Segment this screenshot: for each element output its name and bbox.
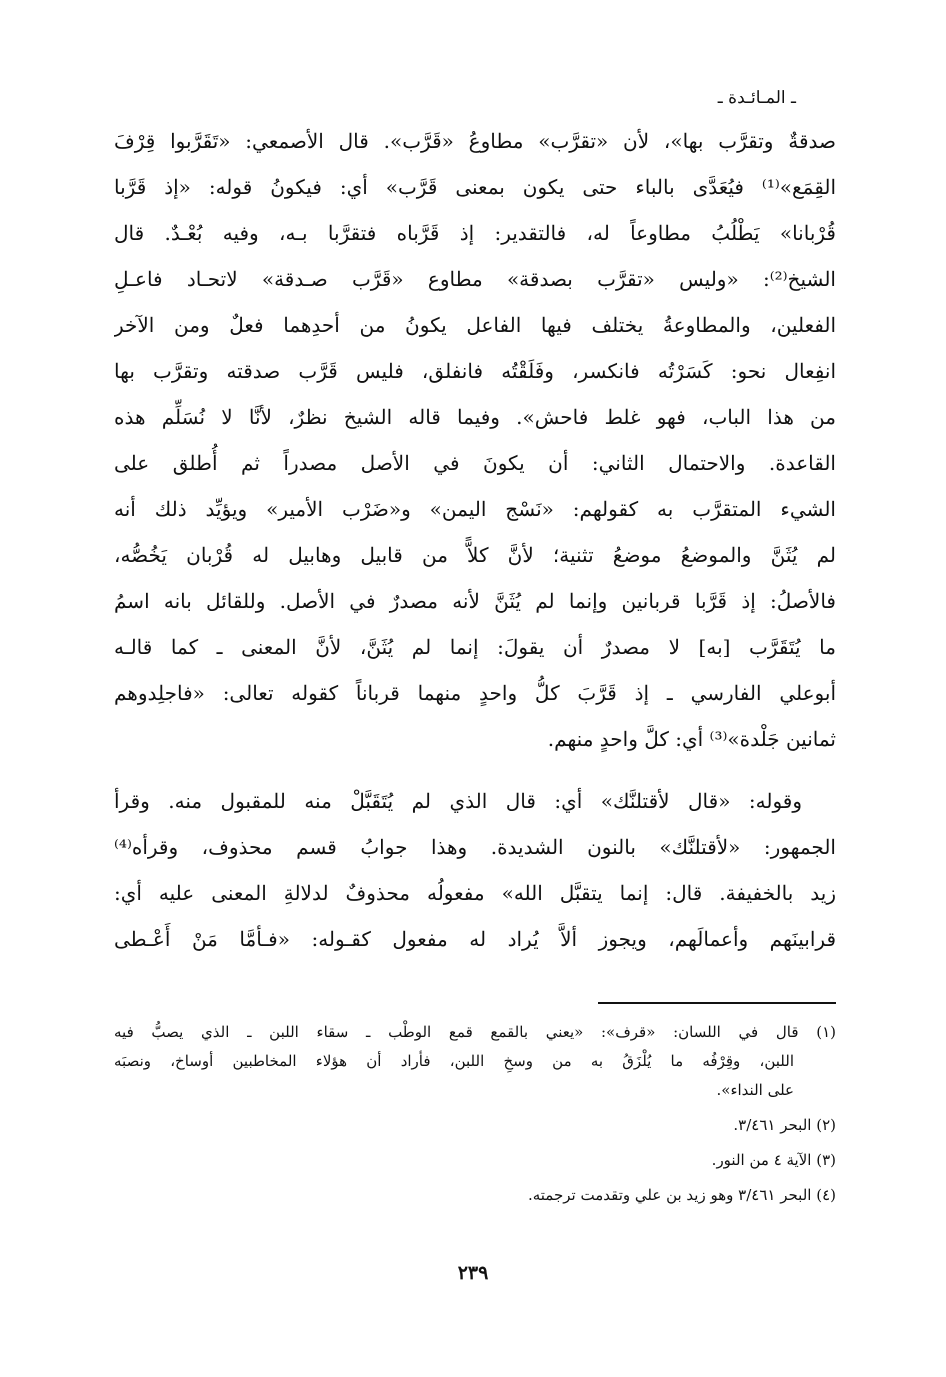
text-line: من هذا الباب، فهو غلط فاحش». وفيما قاله الشيخ نظرٌ، لأنَّا لا نُسَلِّم هذه <box>114 405 836 429</box>
footnote-line: اللبن، وقِرْفُه ما يُلْزَقُ به من وسخِ اللبن، فأراد أن هؤلاء المخاطبين أوساخ، ونصبَه <box>114 1052 794 1070</box>
footnote-line: (٣) الآية ٤ من النور. <box>711 1151 836 1169</box>
footnote-line: (١) قال في اللسان: «قرف»: «يعني بالقمع قمع الوطْب ـ سقاء اللبن ـ الذي يصبُّ فيه <box>114 1023 836 1041</box>
text-line: زيد بالخفيفة. قال: إنما يتقبَّل الله» مفعولُه محذوفٌ لدلالةِ المعنى عليه أي: <box>114 881 836 905</box>
footnote-4 <box>114 1181 836 1210</box>
footnote-separator <box>598 1002 836 1004</box>
text-line: قرابينَهم وأعمالَهم، ويجوز ألاَّ يُراد له مفعول كقـوله: «فـأمَّا مَنْ أَعْـطى <box>114 927 836 951</box>
text-line: الشيخ⁽²⁾: «وليس «تقرَّب بصدقة» مطاوع «قَرَّب صـدقة» لاتحـاد فاعـلِ <box>114 267 836 291</box>
text-line: الجمهور: «لأقتلنَّك» بالنون الشديدة. وهذا جوابُ قسم محذوف، وقرأه⁽⁴⁾ <box>114 835 836 859</box>
text-line: الشيء المتقرَّب به كقولهم: «نَسْج اليمن» و«ضَرْب الأمير» ويؤيِّد ذلك أنه <box>114 497 836 521</box>
text-line: وقوله: «قال لأقتلنَّك» أي: قال الذي لم يُتَقَبَّلْ منه للمقبول منه. وقرأ <box>114 789 802 813</box>
paragraph-gap <box>114 762 836 778</box>
text-line: ما يُتَقَرَّب [به] لا مصدرٌ أن يقولَ: إنما لم يُثَنَّ، لأنَّ المعنى ـ كما قالـه <box>114 635 836 659</box>
text-line: انفِعال نحو: كَسَرْتُه فانكسر، وفَلَقْتُه فانفلق، فليس قَرَّب صدقته وتقرَّب بها <box>114 359 836 383</box>
main-text <box>114 118 836 962</box>
footnote-line: على النداء». <box>716 1081 794 1099</box>
text-line: قُرْبانا» يَطْلُبُ مطاوعاً له، فالتقدير: إذ قَرَّباه فتقرَّبا بـه، وفيه بُعْـدٌ. قال <box>114 221 836 245</box>
text-line: أبوعلي الفارسي ـ إذ قَرَّبَ كلُّ واحدٍ منهما قرباناً كقوله تعالى: «فاجلِدوهم <box>114 681 836 705</box>
footnote-3 <box>114 1146 836 1175</box>
text-line: القِمَع»⁽¹⁾ فيُعَدَّى بالباء حتى يكون بمعنى قَرَّب» أي: فيكونُ قوله: «إذ قَرَّبا <box>114 175 836 199</box>
footnotes <box>114 1018 836 1210</box>
footnote-line: (٤) البحر ٣/٤٦١ وهو زيد بن علي وتقدمت ترجمته. <box>527 1186 836 1204</box>
running-header: ـ المـائـدة ـ <box>717 88 796 108</box>
paragraph-1 <box>114 118 836 762</box>
footnote-2 <box>114 1111 836 1140</box>
text-line: صدقةٌ وتقرَّب بها»، لأن «تقرَّب» مطاوعُ «قَرَّب». قال الأصمعي: «تَقَرَّبوا قِرْفَ <box>114 129 836 153</box>
footnote-1 <box>114 1018 836 1105</box>
text-line: فالأصلُ: إذ قَرَّبا قربانين وإنما لم يُثَنَّ لأنه مصدرٌ في الأصل. وللقائل بانه اسمُ <box>114 589 836 613</box>
paragraph-2 <box>114 778 836 962</box>
text-line: ثمانين جَلْدة»⁽³⁾ أي: كلَّ واحدٍ منهم. <box>547 727 836 751</box>
footnote-line: (٢) البحر ٣/٤٦١. <box>733 1116 836 1134</box>
text-line: القاعدة. والاحتمال الثاني: أن يكونَ في الأصل مصدراً ثم أُطلق على <box>114 451 836 475</box>
text-line: الفعلين، والمطاوعةُ يختلف فيها الفاعل يكونُ من أحدِهما فعلٌ ومن الآخر <box>114 313 836 337</box>
page-number: ٢٣٩ <box>457 1262 489 1284</box>
text-line: لم يُثَنَّ والموضعُ موضعُ تثنية؛ لأنَّ كلاًّ من قابيل وهابيل له قُرْبان يَخُصُّه، <box>114 543 836 567</box>
